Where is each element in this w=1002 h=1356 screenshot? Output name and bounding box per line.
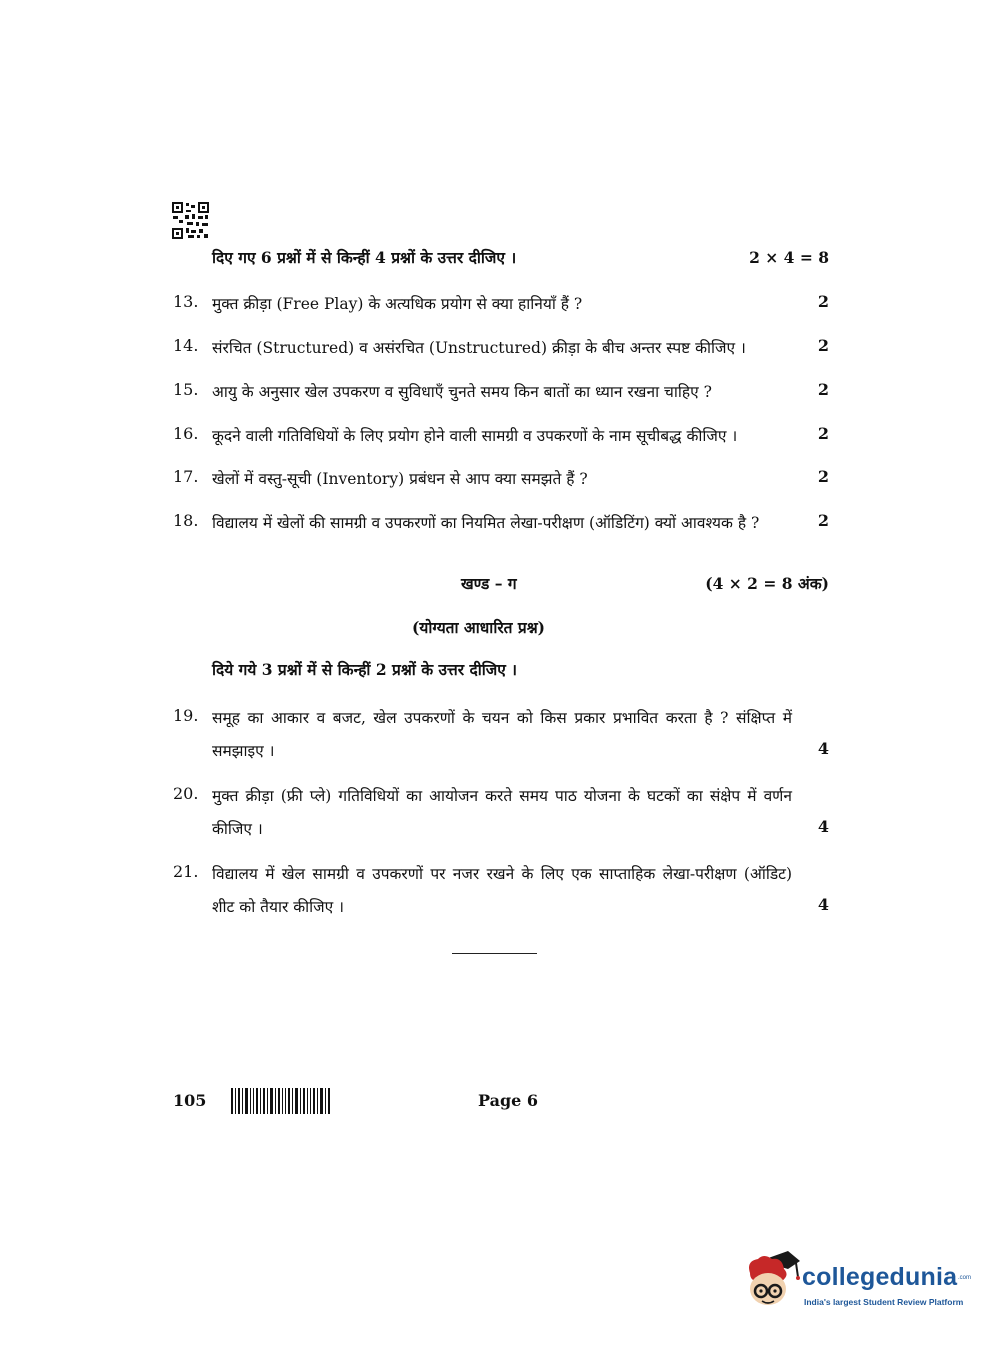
- question-text-line1: विद्यालय में खेल सामग्री व उपकरणों पर नजर रखने के लिए एक साप्ताहिक लेखा-परीक्षण (ऑडिट): [212, 865, 792, 883]
- question-number: 19.: [173, 706, 199, 725]
- section-c-title: खण्ड – ग: [461, 574, 517, 593]
- question-number: 15.: [173, 380, 199, 399]
- question-marks: 4: [817, 739, 829, 758]
- question-marks: 2: [817, 380, 829, 399]
- question-number: 20.: [173, 784, 199, 803]
- question-number: 14.: [173, 336, 199, 355]
- logo-com-text: .com: [958, 1275, 972, 1281]
- question-marks: 2: [817, 292, 829, 311]
- question-marks: 2: [817, 467, 829, 486]
- question-text: खेलों में वस्तु-सूची (Inventory) प्रबंधन से आप क्या समझते हैं ?: [212, 470, 588, 488]
- question-number: 16.: [173, 424, 199, 443]
- question-text: विद्यालय में खेलों की सामग्री व उपकरणों का नियमित लेखा-परीक्षण (ऑडिटिंग) क्यों आवश्यक है ?: [212, 514, 760, 532]
- question-text-line1: समूह का आकार व बजट, खेल उपकरणों के चयन को किस प्रकार प्रभावित करता है ? संक्षिप्त में: [212, 709, 792, 727]
- question-text: कूदने वाली गतिविधियों के लिए प्रयोग होने वाली सामग्री व उपकरणों के नाम सूचीबद्ध कीजिए ।: [212, 427, 738, 445]
- collegedunia-logo: [742, 1247, 972, 1311]
- paper-code: 105: [173, 1091, 207, 1110]
- logo-tagline: India's largest Student Review Platform: [804, 1297, 964, 1307]
- end-of-paper-rule: [452, 953, 537, 954]
- qr-code-image: [172, 202, 209, 239]
- logo-brand-text: collegedunia: [802, 1263, 958, 1291]
- section-c-marks: (4 × 2 = 8 अंक): [705, 574, 829, 593]
- question-marks: 4: [817, 817, 829, 836]
- question-text-line1: मुक्त क्रीड़ा (फ्री प्ले) गतिविधियों का आयोजन करते समय पाठ योजना के घटकों का संक्षेप में वर्णन: [212, 787, 792, 805]
- question-number: 17.: [173, 467, 199, 486]
- question-number: 21.: [173, 862, 199, 881]
- section-b-instructions: दिए गए 6 प्रश्नों में से किन्हीं 4 प्रश्नों के उत्तर दीजिए ।: [212, 248, 517, 267]
- question-marks: 4: [817, 895, 829, 914]
- page-number: Page 6: [478, 1091, 539, 1110]
- section-c-instructions: दिये गये 3 प्रश्नों में से किन्हीं 2 प्रश्नों के उत्तर दीजिए ।: [212, 660, 518, 679]
- question-marks: 2: [817, 424, 829, 443]
- question-number: 18.: [173, 511, 199, 530]
- question-text: संरचित (Structured) व असंरचित (Unstructured) क्रीड़ा के बीच अन्तर स्पष्ट कीजिए ।: [212, 339, 746, 357]
- section-c-subtitle: (योग्यता आधारित प्रश्न): [412, 618, 546, 637]
- question-text: मुक्त क्रीड़ा (Free Play) के अत्यधिक प्रयोग से क्या हानियाँ हैं ?: [212, 295, 583, 313]
- question-text-line2: समझाइए ।: [212, 742, 275, 760]
- section-b-marks: 2 × 4 = 8: [749, 248, 829, 267]
- barcode-image: [231, 1088, 331, 1114]
- question-marks: 2: [817, 336, 829, 355]
- question-text-line2: शीट को तैयार कीजिए ।: [212, 898, 345, 916]
- question-text: आयु के अनुसार खेल उपकरण व सुविधाएँ चुनते समय किन बातों का ध्यान रखना चाहिए ?: [212, 383, 712, 401]
- question-marks: 2: [817, 511, 829, 530]
- mascot-icon: [742, 1247, 802, 1311]
- question-number: 13.: [173, 292, 199, 311]
- question-text-line2: कीजिए ।: [212, 820, 263, 838]
